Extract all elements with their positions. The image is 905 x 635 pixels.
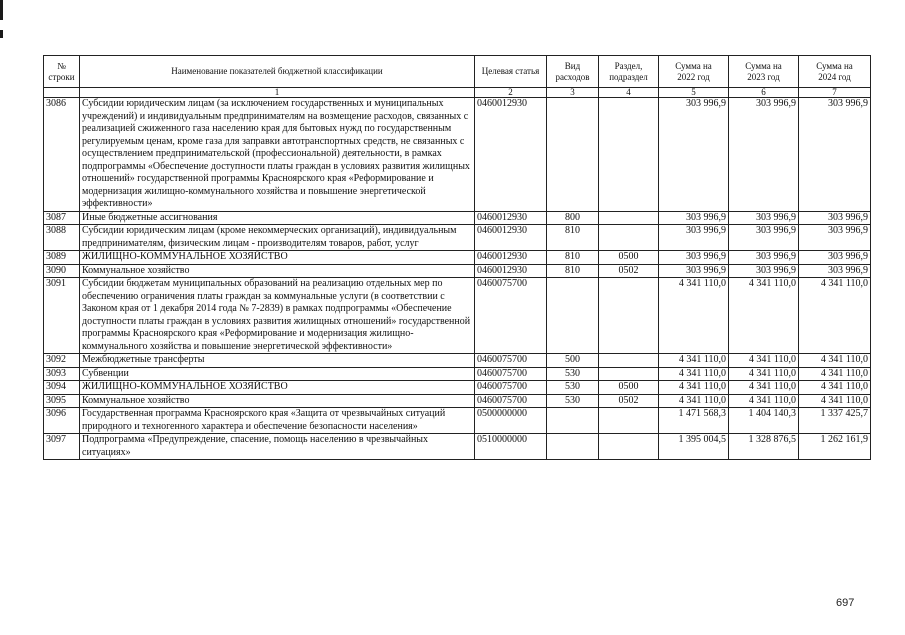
expense-type-cell [547,408,599,434]
sum-2024-cell: 1 262 161,9 [799,434,871,460]
sum-2023-cell: 4 341 110,0 [729,278,799,354]
expense-type-cell: 810 [547,225,599,251]
sum-2023-cell: 4 341 110,0 [729,394,799,408]
sum-2023-cell: 303 996,9 [729,251,799,265]
table-row [44,98,871,212]
expense-type-cell: 530 [547,367,599,381]
section-cell [599,98,659,212]
binding-edge-mark [0,0,3,20]
section-cell [599,408,659,434]
target-article-cell: 0460075700 [475,394,547,408]
table-header [44,56,871,98]
indicator-name-cell: Подпрограмма «Предупреждение, спасение, помощь населению в чрезвычайных ситуациях» [80,434,475,460]
section-cell: 0500 [599,251,659,265]
indicator-name-cell: Коммунальное хозяйство [80,264,475,278]
sum-2023-cell: 303 996,9 [729,211,799,225]
header-section-label: Раздел, подраздел [609,60,648,82]
sum-2023-cell: 1 328 876,5 [729,434,799,460]
sum-2024-cell: 4 341 110,0 [799,367,871,381]
sum-2022-cell: 4 341 110,0 [659,354,729,368]
header-expense-type-label: Вид расходов [555,60,590,82]
indicator-name-cell: Субсидии юридическим лицам (кроме некоммерческих организаций), индивидуальным предпринимателям, физическим лицам - производителям товаров, работ, услуг [80,225,475,251]
indicator-name-cell: Субсидии бюджетам муниципальных образований на реализацию отдельных мер по обеспечению ограничения платы граждан за коммунальные услуги (в соответствии с Законом края от 1 декабря 2014 года № 7-2839) в рамках подпрограммы «Обеспечение доступности платы граждан в условиях развития жилищных отношений» государственной программы Красноярского края «Реформирование и модернизация жилищно-коммунального хозяйства и повышение энергетической эффективности» [80,278,475,354]
sum-2022-cell: 1 471 568,3 [659,408,729,434]
header-sum-2024-label: Сумма на 2024 год [816,60,853,82]
sum-2023-cell: 4 341 110,0 [729,354,799,368]
table-row [44,278,871,354]
sum-2022-cell: 4 341 110,0 [659,381,729,395]
sum-2022-cell: 303 996,9 [659,211,729,225]
sum-2023-cell: 303 996,9 [729,264,799,278]
table-row [44,367,871,381]
sum-2024-cell: 303 996,9 [799,211,871,225]
sum-2023-cell: 303 996,9 [729,225,799,251]
expense-type-cell: 530 [547,394,599,408]
table-row [44,211,871,225]
column-number-row [44,88,871,98]
row-number-cell: 3090 [44,264,80,278]
header-target-article [475,56,547,88]
section-cell [599,367,659,381]
indicator-name-cell: Субсидии юридическим лицам (за исключением государственных и муниципальных учреждений) и индивидуальным предпринимателям на возмещение расходов, связанных с реализацией сжиженного газа населению края для бытовых нужд по государственным регулируемым ценам, кроме газа для заправки автотранспортных средств, не связанных с осуществлением предпринимательской (профессиональной) деятельности, в рамках подпрограммы «Обеспечение доступности платы граждан в условиях развития жилищных отношений» государственной программы Красноярского края «Реформирование и модернизация жилищно-коммунального хозяйства и повышение энергетической эффективности» [80,98,475,212]
section-cell [599,211,659,225]
sum-2022-cell: 303 996,9 [659,98,729,212]
sum-2024-cell: 303 996,9 [799,264,871,278]
target-article-cell: 0460012930 [475,264,547,278]
indicator-name-cell: Межбюджетные трансферты [80,354,475,368]
table-row [44,408,871,434]
section-cell [599,434,659,460]
section-cell [599,354,659,368]
sum-2024-cell: 4 341 110,0 [799,394,871,408]
header-expense-type [547,56,599,88]
binding-edge-mark [0,30,3,38]
header-sum-2024 [799,56,871,88]
header-sum-2022 [659,56,729,88]
sum-2022-cell: 1 395 004,5 [659,434,729,460]
sum-2024-cell: 303 996,9 [799,251,871,265]
sum-2022-cell: 303 996,9 [659,251,729,265]
header-indicator-name [80,56,475,88]
sum-2023-cell: 4 341 110,0 [729,381,799,395]
header-target-article-label: Целевая статья [481,66,540,76]
budget-classification-table [43,55,871,460]
expense-type-cell [547,434,599,460]
target-article-cell: 0460012930 [475,225,547,251]
sum-2023-cell: 303 996,9 [729,98,799,212]
target-article-cell: 0460075700 [475,354,547,368]
sum-2022-cell: 303 996,9 [659,264,729,278]
indicator-name-cell: Субвенции [80,367,475,381]
target-article-cell: 0460012930 [475,211,547,225]
row-number-cell: 3093 [44,367,80,381]
target-article-cell: 0500000000 [475,408,547,434]
indicator-name-cell: ЖИЛИЩНО-КОММУНАЛЬНОЕ ХОЗЯЙСТВО [80,251,475,265]
sum-2024-cell: 4 341 110,0 [799,278,871,354]
section-cell: 0500 [599,381,659,395]
table-row [44,251,871,265]
section-cell [599,225,659,251]
header-sum-2023 [729,56,799,88]
expense-type-cell: 810 [547,251,599,265]
section-cell [599,278,659,354]
table-row [44,264,871,278]
indicator-name-cell: Коммунальное хозяйство [80,394,475,408]
column-number: 2 [475,88,547,98]
sum-2022-cell: 303 996,9 [659,225,729,251]
expense-type-cell: 500 [547,354,599,368]
table-row [44,394,871,408]
sum-2023-cell: 1 404 140,3 [729,408,799,434]
expense-type-cell: 530 [547,381,599,395]
column-number: 1 [80,88,475,98]
header-indicator-name-label: Наименование показателей бюджетной классификации [171,66,383,76]
target-article-cell: 0460012930 [475,98,547,212]
row-number-cell: 3091 [44,278,80,354]
expense-type-cell [547,98,599,212]
section-cell: 0502 [599,394,659,408]
row-number-cell: 3092 [44,354,80,368]
target-article-cell: 0460075700 [475,278,547,354]
column-number [44,88,80,98]
row-number-cell: 3087 [44,211,80,225]
target-article-cell: 0460075700 [475,381,547,395]
column-number: 5 [659,88,729,98]
column-number: 4 [599,88,659,98]
target-article-cell: 0460012930 [475,251,547,265]
sum-2024-cell: 303 996,9 [799,98,871,212]
row-number-cell: 3089 [44,251,80,265]
page-number: 697 [836,597,855,609]
table-row [44,354,871,368]
sum-2022-cell: 4 341 110,0 [659,278,729,354]
header-section [599,56,659,88]
header-row-number [44,56,80,88]
row-number-cell: 3086 [44,98,80,212]
table-row [44,434,871,460]
sum-2022-cell: 4 341 110,0 [659,367,729,381]
row-number-cell: 3097 [44,434,80,460]
table-body [44,98,871,460]
header-sum-2022-label: Сумма на 2022 год [675,60,712,82]
sum-2023-cell: 4 341 110,0 [729,367,799,381]
row-number-cell: 3088 [44,225,80,251]
sum-2024-cell: 4 341 110,0 [799,354,871,368]
expense-type-cell [547,278,599,354]
row-number-cell: 3094 [44,381,80,395]
indicator-name-cell: Иные бюджетные ассигнования [80,211,475,225]
expense-type-cell: 800 [547,211,599,225]
target-article-cell: 0510000000 [475,434,547,460]
header-row-number-label: № строки [48,60,75,82]
sum-2024-cell: 1 337 425,7 [799,408,871,434]
row-number-cell: 3095 [44,394,80,408]
sum-2022-cell: 4 341 110,0 [659,394,729,408]
sum-2024-cell: 303 996,9 [799,225,871,251]
row-number-cell: 3096 [44,408,80,434]
expense-type-cell: 810 [547,264,599,278]
table-row [44,381,871,395]
column-number: 7 [799,88,871,98]
column-number: 3 [547,88,599,98]
header-sum-2023-label: Сумма на 2023 год [745,60,782,82]
indicator-name-cell: ЖИЛИЩНО-КОММУНАЛЬНОЕ ХОЗЯЙСТВО [80,381,475,395]
target-article-cell: 0460075700 [475,367,547,381]
table-row [44,225,871,251]
indicator-name-cell: Государственная программа Красноярского края «Защита от чрезвычайных ситуаций природного и техногенного характера и обеспечение безопасности населения» [80,408,475,434]
section-cell: 0502 [599,264,659,278]
sum-2024-cell: 4 341 110,0 [799,381,871,395]
column-number: 6 [729,88,799,98]
